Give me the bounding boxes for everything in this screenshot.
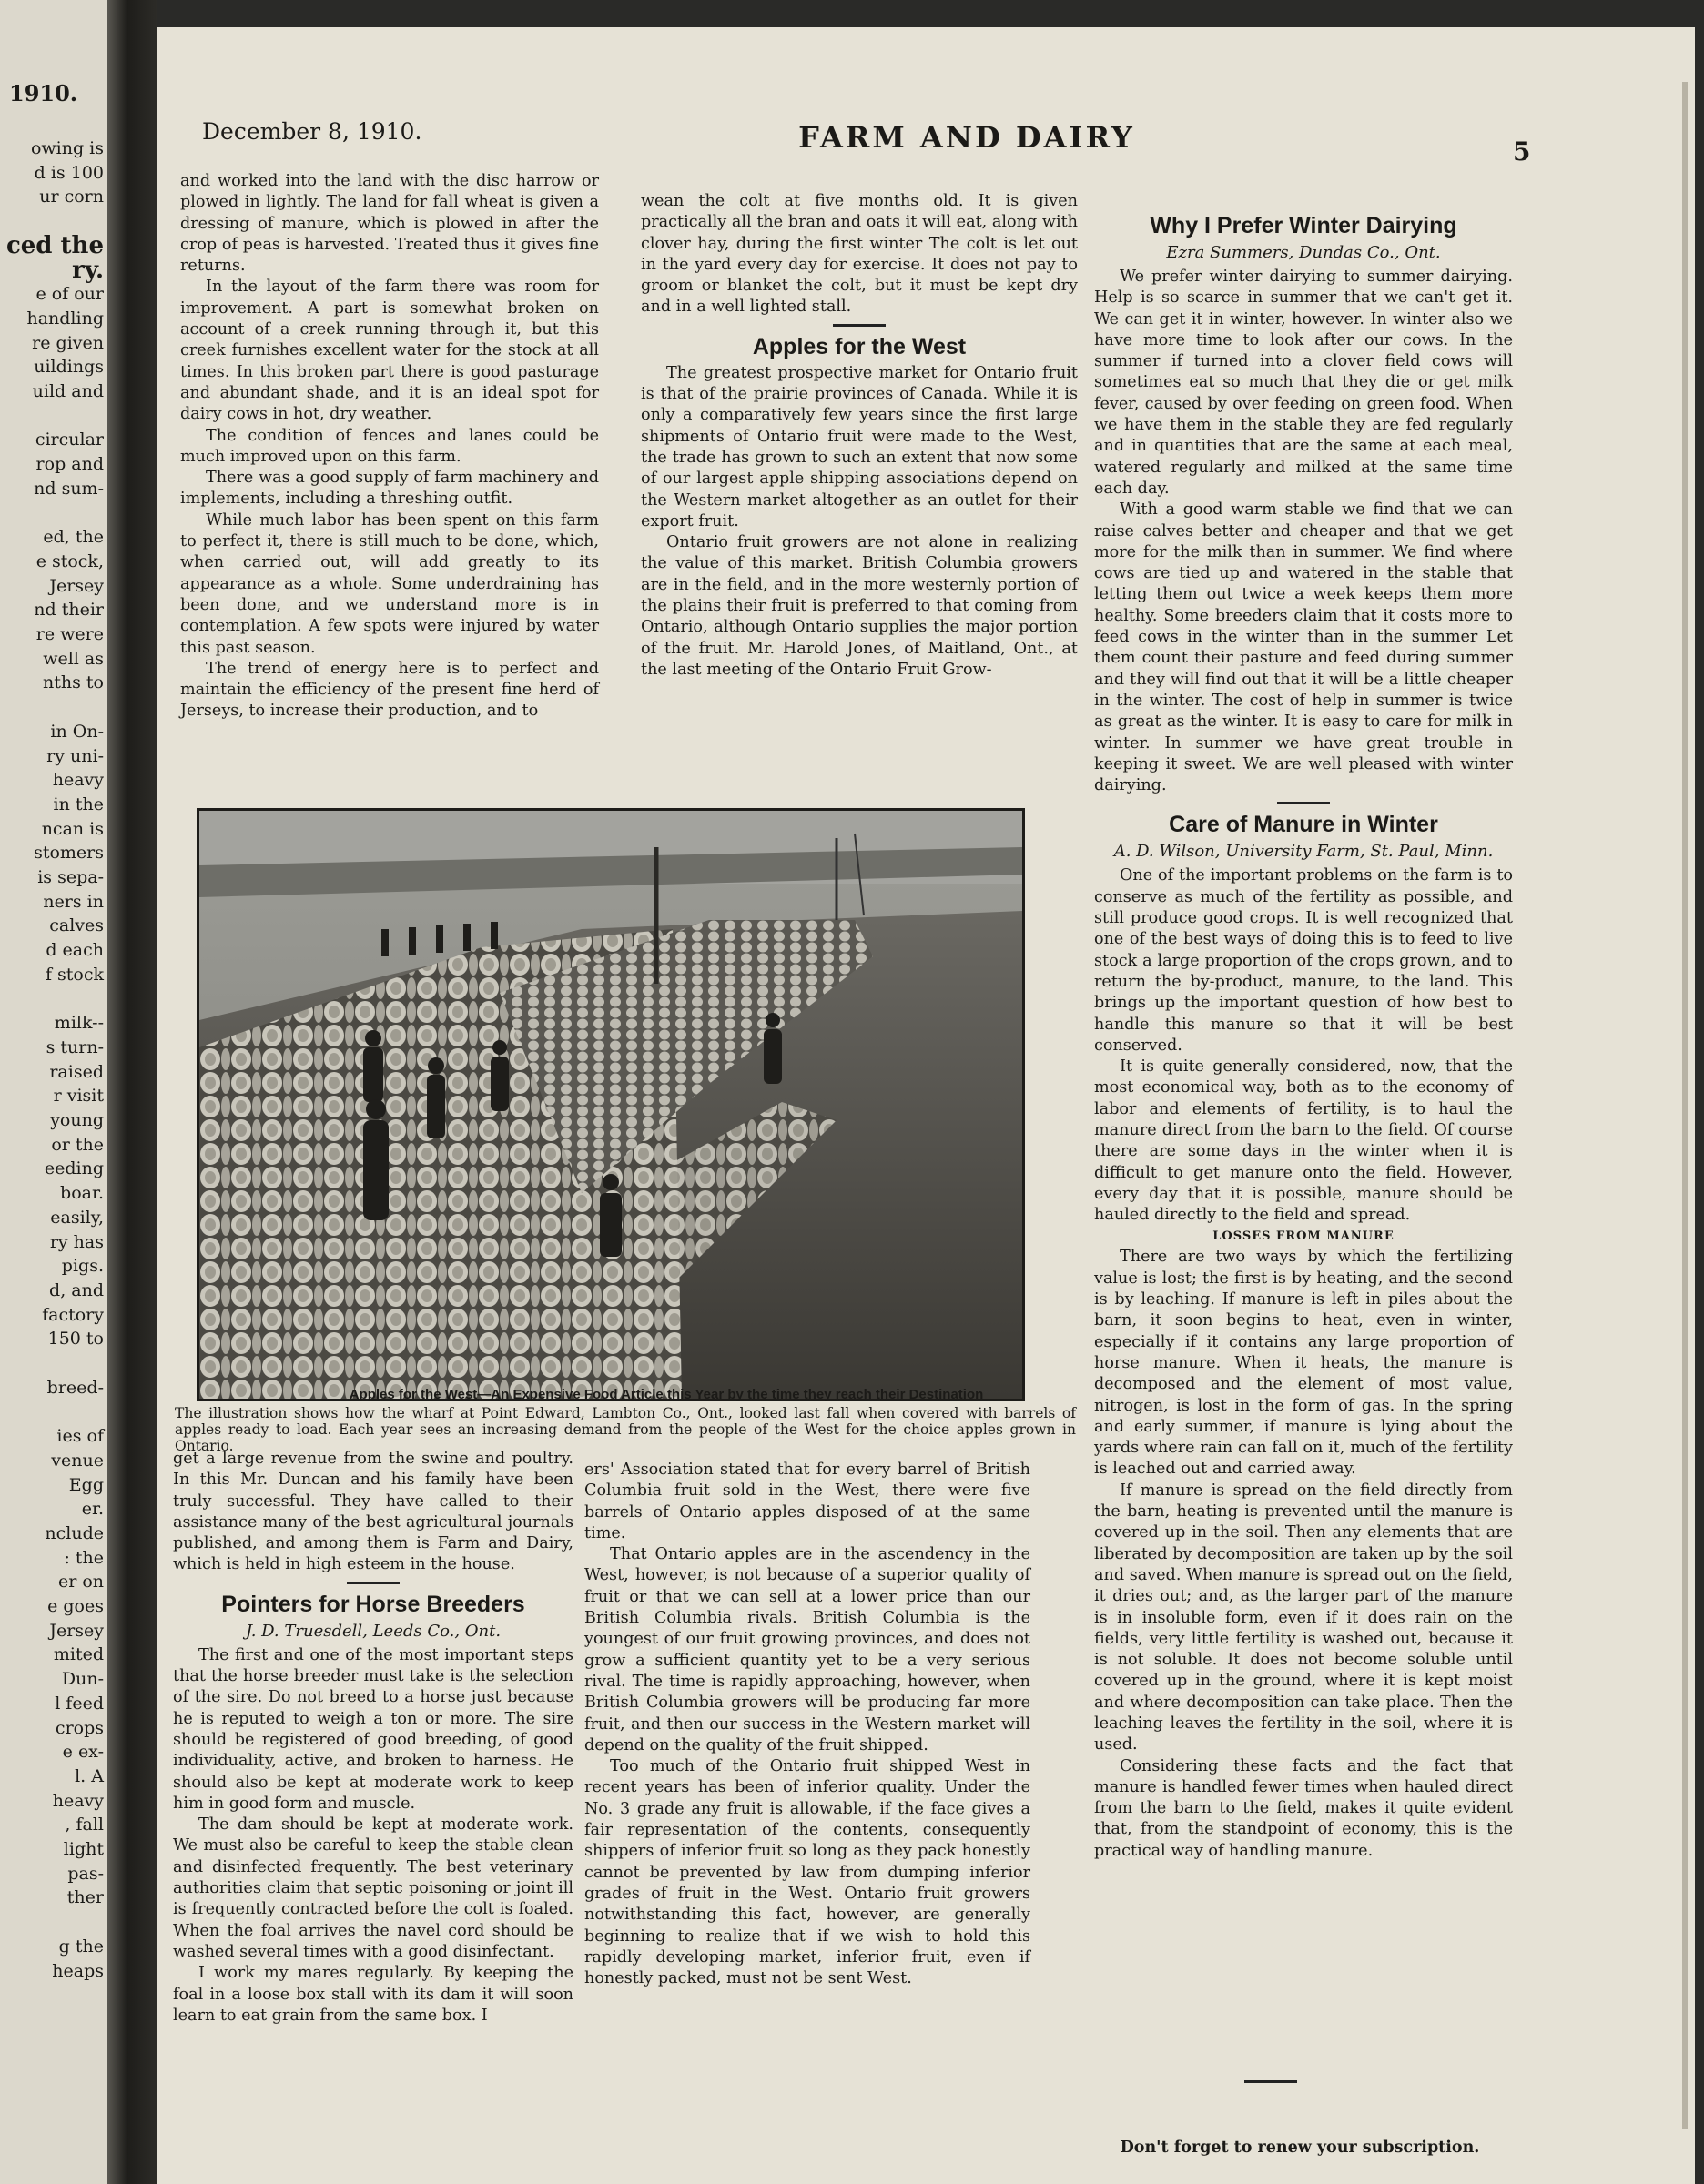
page-number: 5 [1513,136,1531,167]
adjacent-page-fragment: nclude [45,1522,104,1543]
adjacent-page-fragment: re given [32,332,104,353]
paragraph: Ontario fruit growers are not alone in realizing the value of this market. British Columbia growers are in the field, and in the more westernly portion of the plains their fruit is preferred to that coming from Ontario, although Ontario supplies the major portion of the fruit. Mr. Harold Jones, of Maitland, Ont., at the last meeting of the Ontario Fruit Grow- [641,533,1078,679]
figure-caption: Apples for the West—An Expensive Food Article this Year by the time they reach their Destination [349,1387,984,1402]
adjacent-page-fragment: ther [66,1887,104,1908]
paragraph: We prefer winter dairying to summer dairying. Help is so scarce in summer that we can't get it. We can get it in winter, however. In winter also we have more time to look after our cows. In the summer if turned into a clover field cows will sometimes eat so much that they die or get milk fever, caused by over feeding on green food. When we have them in the stable they are fed regularly and in quantities that are the same at each meal, watered regularly and milked at the same time each day. [1094,268,1513,498]
adjacent-page-fragment: well as [43,648,104,669]
adjacent-page-fragment: uildings [34,357,104,378]
adjacent-page-fragment: heavy [52,1790,104,1811]
adjacent-page-fragment: heavy [52,770,104,791]
adjacent-page-fragment: uild and [32,381,104,401]
adjacent-page-fragment: ies of [56,1426,104,1447]
adjacent-page-fragment: heaps [52,1960,104,1981]
winter-dairying-heading: Why I Prefer Winter Dairying [1150,213,1457,238]
adjacent-page-fragment: owing is [30,138,104,158]
adjacent-page-fragment: nd their [34,600,104,621]
header-date: December 8, 1910. [202,118,422,145]
subscription-reminder: Don't forget to renew your subscription. [1120,2138,1480,2157]
adjacent-page-fragment: raised [49,1061,104,1082]
adjacent-page-fragment: er. [81,1499,104,1520]
paragraph: The condition of fences and lanes could be much improved upon on this farm. [180,426,599,466]
adjacent-page-fragment: e ex- [62,1742,104,1763]
adjacent-page-fragment: d each [46,940,104,961]
adjacent-page-fragment: boar. [60,1183,104,1204]
adjacent-page-fragment: factory [42,1304,104,1325]
horse-breeders-heading: Pointers for Horse Breeders [221,1591,525,1617]
column-3 [1094,206,1513,1862]
adjacent-page-fragment: rop and [36,454,104,475]
wharf-photograph [197,808,1025,1401]
adjacent-page-fragment: : the [64,1547,104,1568]
adjacent-page-fragment: light [63,1839,104,1859]
horse-breeders-byline: J. D. Truesdell, Leeds Co., Ont. [245,1621,502,1641]
column-2-bottom [584,1460,1030,1989]
adjacent-page-fragment: ry has [49,1231,104,1252]
manure-heading: Care of Manure in Winter [1169,812,1438,838]
adjacent-page-fragment: crops [55,1717,104,1738]
adjacent-page-fragment: 150 to [47,1329,104,1350]
adjacent-page-fragment: mited [53,1644,104,1665]
adjacent-page-fragment: e goes [47,1596,104,1616]
adjacent-page-fragment: g the [58,1936,104,1956]
section-rule [1277,802,1330,804]
adjacent-page-fragment: handling [26,308,104,329]
paragraph: Too much of the Ontario fruit shipped West in recent years has been of inferior quality. Under the No. 3 grade any fruit is allowable, if the face gives a fair representation of the contents, consequently shippers of inferior fruit so long as they pack honestly cannot be prevented by law from dumping inferior grades of fruit in the West. Ontario fruit growers notwithstanding this fact, however, are generally beginning to realize that if we wish to hold this rapidly developing market, inferior fruit, even if honestly packed, must not be sent West. [584,1757,1030,1988]
manure-byline: A. D. Wilson, University Farm, St. Paul, Minn. [1113,842,1494,862]
apple-barrels-illustration [199,811,1022,1399]
adjacent-page-fragment: eeding [44,1158,104,1179]
adjacent-page-fragment: pas- [67,1863,104,1884]
adjacent-page-fragment: e of our [36,284,104,305]
paragraph: The first and one of the most important steps that the horse breeder must take is the selection of the sire. Do not breed to a horse just because he is reputed to weigh a ton or more. The sire should be registered of good breeding, of good individuality, active, and broken to harness. He should also be kept at moderate work to keep him in good form and muscle. [173,1645,573,1813]
adjacent-page-fragment: d, and [49,1279,104,1300]
adjacent-page-fragment: calves [49,915,104,936]
adjacent-page-strip [0,0,107,2184]
paragraph: With a good warm stable we find that we can raise calves better and cheaper and that we get more for the milk than in summer. We find where cows are tied up and watered in the stable that letting them out twice a week keeps them more healthy. Some breeders claim that it costs more to feed cows in the winter than in the summer Let them count their pasture and feed during summer and they will find out that it will be a little cheaper in the winter. The cost of help in summer is twice as great as the winter. It is easy to care for milk in winter. In summer we have great trouble in keeping it sweet. We are well pleased with winter dairying. [1094,500,1513,795]
paragraph: It is quite generally considered, now, that the most economical way, both as to the economy of labor and elements of fertility, is to haul the manure direct from the barn to the field. Of course there are some days in the winter when it is difficult to get manure onto the field. However, every day that it is possible, manure should be hauled directly to the field and spread. [1094,1057,1513,1225]
paragraph: I work my mares regularly. By keeping the foal in a loose box stall with its dam it will soon learn to eat grain from the same box. I [173,1964,573,2025]
newspaper-page [157,27,1695,2184]
apples-heading: Apples for the West [752,333,967,359]
column-1-bottom [173,1449,573,2027]
paragraph: Considering these facts and the fact that manure is handled fewer times when hauled direct from the barn to the field, makes it quite evident that, from the standpoint of economy, this is the practical way of handling manure. [1094,1756,1513,1860]
adjacent-page-fragment: r visit [53,1086,104,1107]
adjacent-page-fragment: breed- [46,1377,104,1398]
adjacent-page-fragment: pigs. [61,1256,104,1277]
paragraph: The greatest prospective market for Ontario fruit is that of the prairie provinces of Canada. While it is only a comparatively few years since the first large shipments of Ontario fruit were made to the West, the trade has grown to such an extent that now some of our largest apple shipping associations depend on the Western market altogether as an outlet for their export fruit. [641,363,1078,531]
paragraph: There are two ways by which the fertilizing value is lost; the first is by heating, and the second is by leaching. If manure is left in piles about the barn, it soon begins to heat, even in winter, especially if it contains any large proportion of horse manure. When it heats, the manure is decomposed and the element of most value, nitrogen, is lost in the form of gas. In the spring and early summer, if manure is lying about the yards where rain can fall on it, much of the fertility is leached out and carried away. [1094,1248,1513,1479]
page-edge [1682,82,1688,2129]
paragraph: and worked into the land with the disc harrow or plowed in lightly. The land for fall wheat is given a dressing of manure, which is plowed in after the crop of peas is harvested. Treated thus it gives fine returns. [180,172,599,276]
column-1-top [180,171,599,723]
adjacent-page-fragment: Jersey [49,1620,104,1641]
masthead-title: FARM AND DAIRY [798,120,1135,155]
adjacent-page-fragment: or the [51,1134,104,1155]
adjacent-page-fragment: er on [57,1572,104,1592]
paragraph: In the layout of the farm there was room for improvement. A part is somewhat broken on account of a creek running through it, but this creek furnishes excellent water for the stock at all times. In this broken part there is good pasturage and abundant shade, and it is an ideal spot for dairy cows in hot, dry weather. [180,278,599,424]
paragraph: If manure is spread on the field directly from the barn, heating is prevented until the manure is covered up in the soil. Then any elements that are liberated by decomposition are taken up by the soil and saved. When manure is spread out on the field, it dries out; and, as the larger part of the manure is in insoluble form, even if it does rain on the fields, very little fertility is washed out, because it is not soluble. It does not become soluble until covered up in the ground, where it is kept moist and where decomposition can take place. Then the leaching leaves the fertility in the soil, where it is used. [1094,1481,1513,1754]
adjacent-page-fragment: l feed [55,1693,104,1714]
section-rule [1244,2080,1297,2083]
adjacent-page-fragment: ncan is [41,818,104,839]
adjacent-page-fragment: Jersey [49,575,104,596]
paragraph: One of the important problems on the farm is to conserve as much of the fertility as possible, and still produce good crops. It is well recognized that one of the best ways of doing this is to feed to live stock a large proportion of the crops grown, and to return the by-product, manure, to the land. This brings up the important question of how best to handle this manure so that it will be best conserved. [1094,866,1513,1055]
paragraph: The trend of energy here is to perfect and maintain the efficiency of the present fine herd of Jerseys, to increase their production, and to [180,659,599,721]
adjacent-page-fragment: Egg [68,1474,104,1495]
adjacent-page-fragment: milk-- [54,1013,104,1034]
adjacent-page-fragment: f stock [45,964,104,985]
adjacent-page-fragment: easily, [50,1207,104,1228]
adjacent-page-fragment: ur corn [39,187,104,207]
paragraph: While much labor has been spent on this farm to perfect it, there is still much to be done, which, when carried out, will add greatly to its appearance as a whole. Some underdraining has been done, and we understand more is in contemplation. A few spots were injured by water this past season. [180,511,599,657]
adjacent-page-fragment: , fall [65,1815,104,1835]
adjacent-page-year: 1910. [9,80,78,106]
adjacent-page-fragment: in On- [50,721,104,742]
adjacent-page-fragment: ry. [72,256,104,284]
paragraph: That Ontario apples are in the ascendency in the West, however, is not because of a superior quality of fruit or that we can sell at a lower price than our British Columbia rivals. British Columbia is the youngest of our fruit growing provinces, and does not grow a sufficient quantity yet to be a very serious rival. The time is rapidly approaching, however, when British Columbia growers will be producing far more fruit, and then our success in the Western market will depend on the quality of the fruit shipped. [584,1545,1030,1754]
adjacent-page-fragment: circular [35,430,104,450]
adjacent-page-fragment: in the [53,794,104,814]
duncan-paragraph: get a large revenue from the swine and poultry. In this Mr. Duncan and his family have been truly successful. They have called to their assistance many of the best agricultural journals published, and among them is Farm and Dairy, which is held in high esteem in the house. [173,1450,573,1574]
adjacent-page-fragment: re were [36,624,104,644]
adjacent-page-fragment: venue [51,1450,104,1471]
page-gutter [107,0,157,2184]
adjacent-page-fragment: s turn- [46,1036,104,1057]
paragraph: There was a good supply of farm machinery and implements, including a threshing outfit. [180,469,599,509]
adjacent-page-fragment: ry uni- [46,745,104,766]
adjacent-page-fragment: is sepa- [37,867,104,887]
colt-paragraph: wean the colt at five months old. It is given practically all the bran and oats it will eat, along with clover hay, during the first winter The colt is let out in the yard every day for exercise. It does not pay to groom or blanket the colt, but it must be kept dry and in a well lighted stall. [641,192,1078,317]
losses-subhead: LOSSES FROM MANURE [1212,1229,1395,1244]
winter-dairying-byline: Ezra Summers, Dundas Co., Ont. [1166,243,1441,262]
adjacent-page-fragment: ners in [43,891,104,912]
figure-description: The illustration shows how the wharf at Point Edward, Lambton Co., Ont., looked last fall when covered with barrels of apples ready to load. Each year sees an increasing demand from the people of the West for the choice apples grown in Ontario. [175,1405,1076,1454]
adjacent-page-fragment: ed, the [43,527,104,548]
adjacent-page-fragment: nd sum- [34,478,104,499]
paragraph: ers' Association stated that for every barrel of British Columbia fruit sold in the West, there were five barrels of Ontario apples disposed of at the same time. [584,1461,1030,1542]
adjacent-page-fragment: young [50,1110,104,1130]
adjacent-page-fragment: nths to [43,672,104,693]
adjacent-page-fragment: ced the [5,231,104,259]
section-rule [347,1582,400,1584]
paragraph: The dam should be kept at moderate work. We must also be careful to keep the stable clean and disinfected frequently. The best veterinary authorities claim that septic poisoning or joint ill is frequently contracted before the colt is foaled. When the foal arrives the navel cord should be washed several times with a good disinfectant. [173,1815,573,1961]
adjacent-page-fragment: l. A [75,1765,104,1786]
adjacent-page-fragment: Dun- [61,1669,104,1690]
section-rule [833,324,886,327]
column-2-top [641,191,1078,681]
adjacent-page-fragment: stomers [34,843,104,864]
adjacent-page-fragment: d is 100 [34,162,104,183]
adjacent-page-fragment: e stock, [36,551,104,571]
